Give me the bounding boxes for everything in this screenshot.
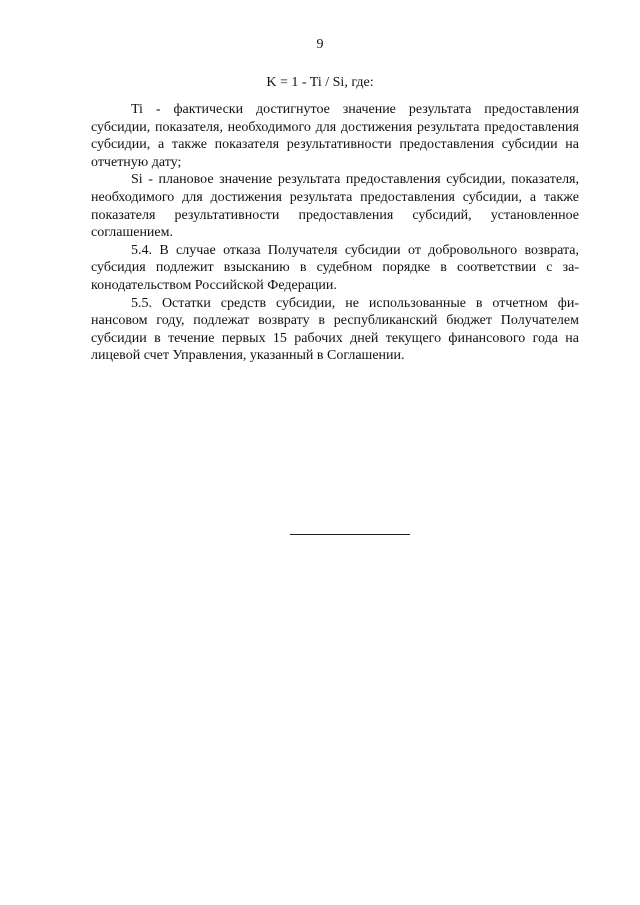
paragraph-5-5: 5.5. Остатки средств субсидии, не использованные в отчетном финансовом году, подлежат возврату в республиканский бюджет Получателем субсидии в течение первых 15 рабочих дней текущего финансового года на лицевой счет Управления, указанный в Соглашении. — [91, 295, 579, 364]
paragraph-5-4: 5.4. В случае отказа Получателя субсидии от добровольного возврата, субсидия подлежит взысканию в судебном порядке в соответствии с законодательством Российской Федерации. — [91, 242, 579, 293]
paragraph-si-definition: Si - плановое значение результата предоставления субсидии, показателя, необходимого для достижения результата предоставления субсидии, а также показателя результативности предоставления субсидий, установленное соглашением. — [91, 172, 579, 241]
end-separator-line — [290, 534, 410, 535]
formula-line: K = 1 - Ti / Si, где: — [266, 75, 374, 90]
document-body — [91, 101, 579, 365]
page-number: 9 — [316, 37, 324, 52]
paragraph-ti-definition: Ti - фактически достигнутое значение результата предоставления субсидии, показателя, необходимого для достижения результата предоставления субсидии, а также показателя результативности предоставления субсидии на отчетную дату; — [91, 102, 579, 170]
